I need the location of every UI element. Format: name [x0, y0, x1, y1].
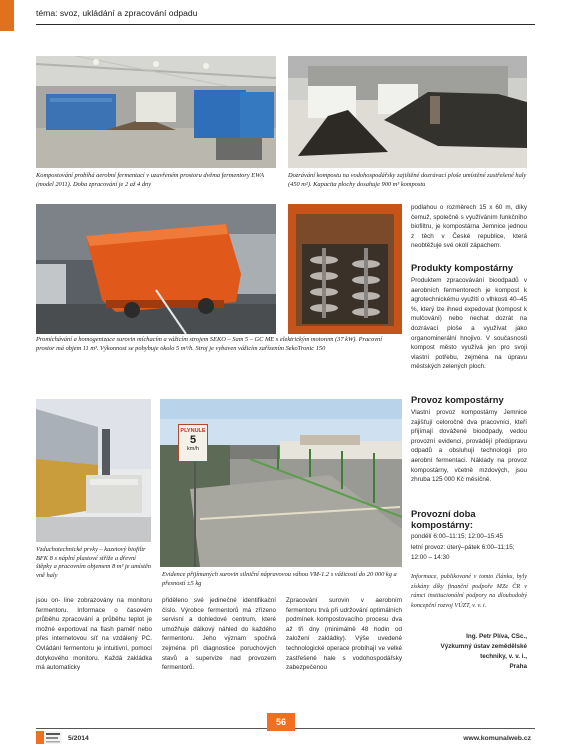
author-name: Ing. Petr Plíva, CSc.,: [466, 633, 527, 640]
speed-sign-line2: 5: [189, 434, 197, 446]
photo-mixer: [36, 204, 276, 334]
author-institute-line2: techniky, v. v. i.,: [480, 653, 527, 660]
website-link[interactable]: www.komunalweb.cz: [463, 735, 531, 742]
funding-note: Informace, publikované v tomto článku, byly získány díky finanční podpoře MZe ČR v rámci institucionální podpory na dlouhodobý koncepční rozvoj VÚZT, v. v. i.: [411, 573, 527, 609]
caption-biofilter: Vzduchotechnické prvky – kazetový biofiltr BFK 8 s náplní plastové střiže a dřevní štěpky a pracovním objemem 8 m³ je umístěn vně haly: [36, 546, 151, 579]
heading-opening-hours: Provozní doba kompostárny:: [411, 508, 476, 530]
products-text: Produktem zpracovávání bioodpadů v aerobních fermentorech je kompost k agrotechnickému využití o vlhkosti 40–45 %, který lze ihned expedovat (kompost k mulčování) nebo nechat dozrát na dozrávací ploše a využívat jako organominerální hnojivo. V současnosti kompost město využívá jen pro svoji vlastní potřebu, zejména na úpravu městských zelených ploch.: [411, 277, 527, 371]
photo-fermentors: [36, 56, 276, 168]
opening-hours-line1: pondělí 6:00–11:15; 12:00–15:45: [411, 533, 503, 540]
photo-maturing-area: [288, 56, 527, 168]
page-number: 56: [267, 713, 295, 731]
caption-mixer: Promíchávání a homogenizace surovin míchacím a vážicím strojem SEKO – Sam 5 – GC ME s elektrickým motorem (37 kW). Pracovní prostor má objem 11 m³. Výkonnost se pohybuje okolo 5 m³/h. Stroj je vybaven vážicím zařízením SekoTronic 150: [36, 336, 383, 352]
page-header-topic: téma: svoz, ukládání a zpracování odpadu: [36, 8, 198, 18]
speed-sign-line3: km/h: [187, 446, 199, 452]
opening-hours-line2: letní provoz: úterý–pátek 6:00–11:15; 12:00 – 14:30: [411, 544, 515, 561]
author-city: Praha: [509, 663, 527, 670]
photo-mixer-screws: [288, 204, 402, 334]
speed-sign: [178, 424, 208, 462]
photo-biofilter: [36, 399, 151, 542]
caption-weighbridge: Evidence přijímaných surovin silniční nápravovou váhou VM-1.2 s vážicostí do 20 000 kg a přesností ±5 kg: [162, 571, 397, 587]
speed-sign-line1: PLYNULE: [180, 428, 206, 434]
author-institute-line1: Výzkumný ústav zemědělské: [440, 643, 527, 650]
caption-fermentors: Kompostování probíhá aerobní fermentací v uzavřeném prostoru dvěma fermentory EWA (model 2011). Doba zpracování je 2 až 4 dny: [36, 172, 264, 188]
caption-maturing-area: Dozrávání kompostu na vodohospodářsky zajištěné dozrávací ploše umístěné zastřešené haly (450 m²). Kapacita plochy dosahuje 900 m³ kompostu: [288, 172, 527, 188]
heading-operation: Provoz kompostárny: [411, 394, 504, 405]
body-column-1: jsou on- line zobrazovány na monitoru fermentoru. Informace o časovém průběhu zpracování a průběhu teplot je možné exportovat na flash paměť nebo přes internetovou síť na vzdálený PC. Ovládání fermentoru je intuitivní, pomocí dotykového monitoru. Každá zakládka má automaticky: [36, 597, 152, 672]
header-divider: [36, 24, 535, 25]
heading-products: Produkty kompostárny: [411, 262, 514, 273]
body-column-2: přiděleno své jedinečné identifikační číslo. Výrobce fermentorů má zřízeno servisní a dohledové centrum, které umožňuje dálkový náhled do každého fermentoru. Jeho význam spočívá zejména při diagnostice poruchových stavů a supervize nad provozem fermentorů.: [162, 597, 276, 672]
corner-accent: [0, 0, 14, 31]
right-intro-text: podlahou o rozměrech 15 x 60 m, díky čemuž, společně s využíváním funkčního biofiltru, je kompostárna Jemnice jednou z těch v České republice, která neobtěžuje své okolí zápachem.: [411, 204, 527, 250]
operation-text: Vlastní provoz kompostárny Jemnice zajišťují celoročně dva pracovníci, kteří přijímají dovážené bioodpady, vedou provozní evidenci, provádějí předúpravu odpadů a obsluhují technologii pro aerobní fermentaci. Náklady na provoz kompostárny, včetně mzdových, jsou zhruba 125 000 Kč měsíčně.: [411, 409, 527, 484]
issue-number: 5/2014: [68, 735, 89, 742]
body-column-3: Zpracování surovin v aerobním fermentoru trvá při udržování optimálních podmínek kompostovacího procesu dva až tři dny (minimálně 48 hodin od založení zakládky). Výše uvedené technologické operace probíhají ve velké zastřešené hale s vodohospodářsky zabezpečenou: [286, 597, 402, 672]
magazine-logo: [36, 731, 62, 744]
